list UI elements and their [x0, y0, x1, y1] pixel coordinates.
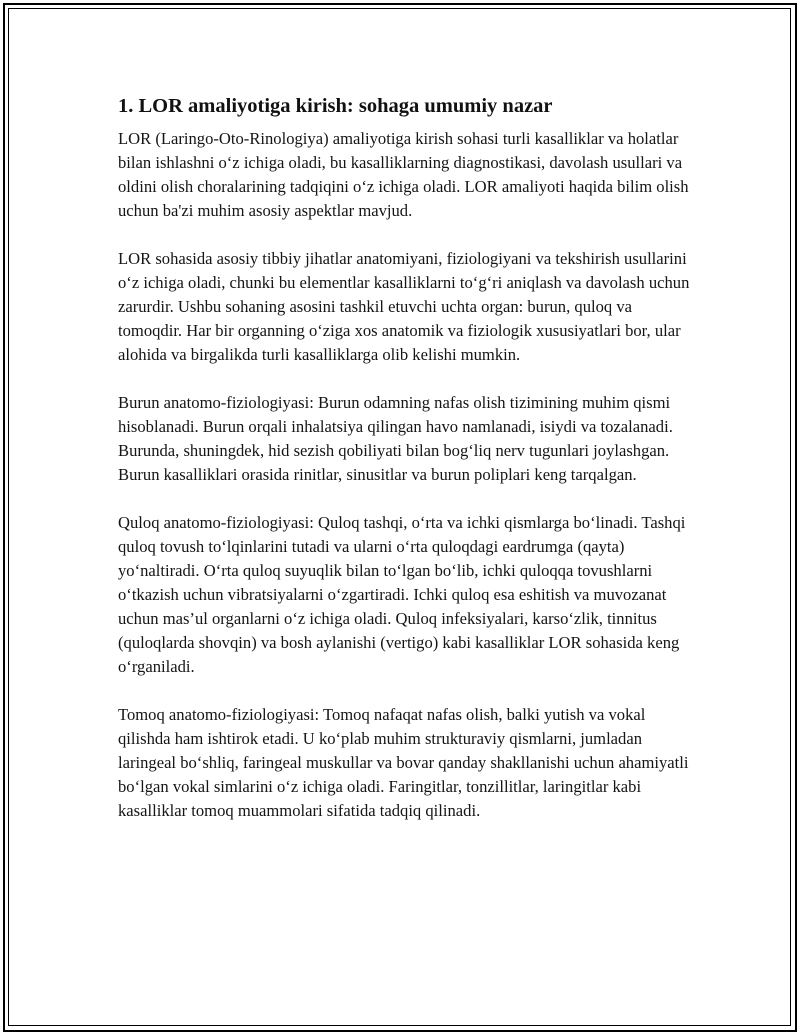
paragraph-throat: Tomoq anatomo-fiziologiyasi: Tomoq nafaqat nafas olish, balki yutish va vokal qilishda ham ishtirok etadi. U ko‘plab muhim strukturaviy qismlarni, jumladan laringeal bo‘shliq, faringeal muskullar va bovar qanday shakllanishi uchun ahamiyatli bo‘lgan vokal simlarini o‘z ichiga oladi. Faringitlar, tonzillitlar, laringitlar kabi kasalliklar tomoq muammolari sifatida tadqiq qilinadi. [118, 705, 689, 820]
paragraph-ear: Quloq anatomo-fiziologiyasi: Quloq tashqi, o‘rta va ichki qismlarga bo‘linadi. Tashqi quloq tovush to‘lqinlarini tutadi va ularni o‘rta quloqdagi eardrumga (qayta) yo‘naltiradi. O‘rta quloq suyuqlik bilan to‘lgan bo‘lib, ichki quloqqa tovushlarni o‘tkazish uchun vibratsiyalarni o‘zgartiradi. Ichki quloq esa eshitish va muvozanat uchun mas’ul organlarni o‘z ichiga oladi. Quloq infeksiyalari, karso‘zlik, tinnitus (quloqlarda shovqin) va bosh aylanishi (vertigo) kabi kasalliklar LOR sohasida keng o‘rganiladi. [118, 513, 686, 676]
paragraph-basics: LOR sohasida asosiy tibbiy jihatlar anatomiyani, fiziologiyani va tekshirish usullarini o‘z ichiga oladi, chunki bu elementlar kasalliklarni to‘g‘ri aniqlash va davolash uchun zarurdir. Ushbu sohaning asosini tashkil etuvchi uchta organ: burun, quloq va tomoqdir. Har bir organning o‘ziga xos anatomik va fiziologik xususiyatlari bor, ular alohida va birgalikda turli kasalliklarga olib kelishi mumkin. [118, 249, 690, 364]
paragraph-intro: LOR (Laringo-Oto-Rinologiya) amaliyotiga kirish sohasi turli kasalliklar va holatlar bilan ishlashni o‘z ichiga oladi, bu kasalliklarning diagnostikasi, davolash usullari va oldini olish choralarining tadqiqini o‘z ichiga oladi. LOR amaliyoti haqida bilim olish uchun ba'zi muhim asosiy aspektlar mavjud. [118, 129, 689, 220]
document-body [118, 92, 690, 823]
paragraph-nose: Burun anatomo-fiziologiyasi: Burun odamning nafas olish tizimining muhim qismi hisoblanadi. Burun orqali inhalatsiya qilingan havo namlanadi, isiydi va tozalanadi. Burunda, shuningdek, hid sezish qobiliyati bilan bog‘liq nerv tugunlari joylashgan. Burun kasalliklari orasida rinitlar, sinusitlar va burun poliplari keng tarqalgan. [118, 393, 673, 484]
section-heading: 1. LOR amaliyotiga kirish: sohaga umumiy nazar [118, 95, 553, 117]
